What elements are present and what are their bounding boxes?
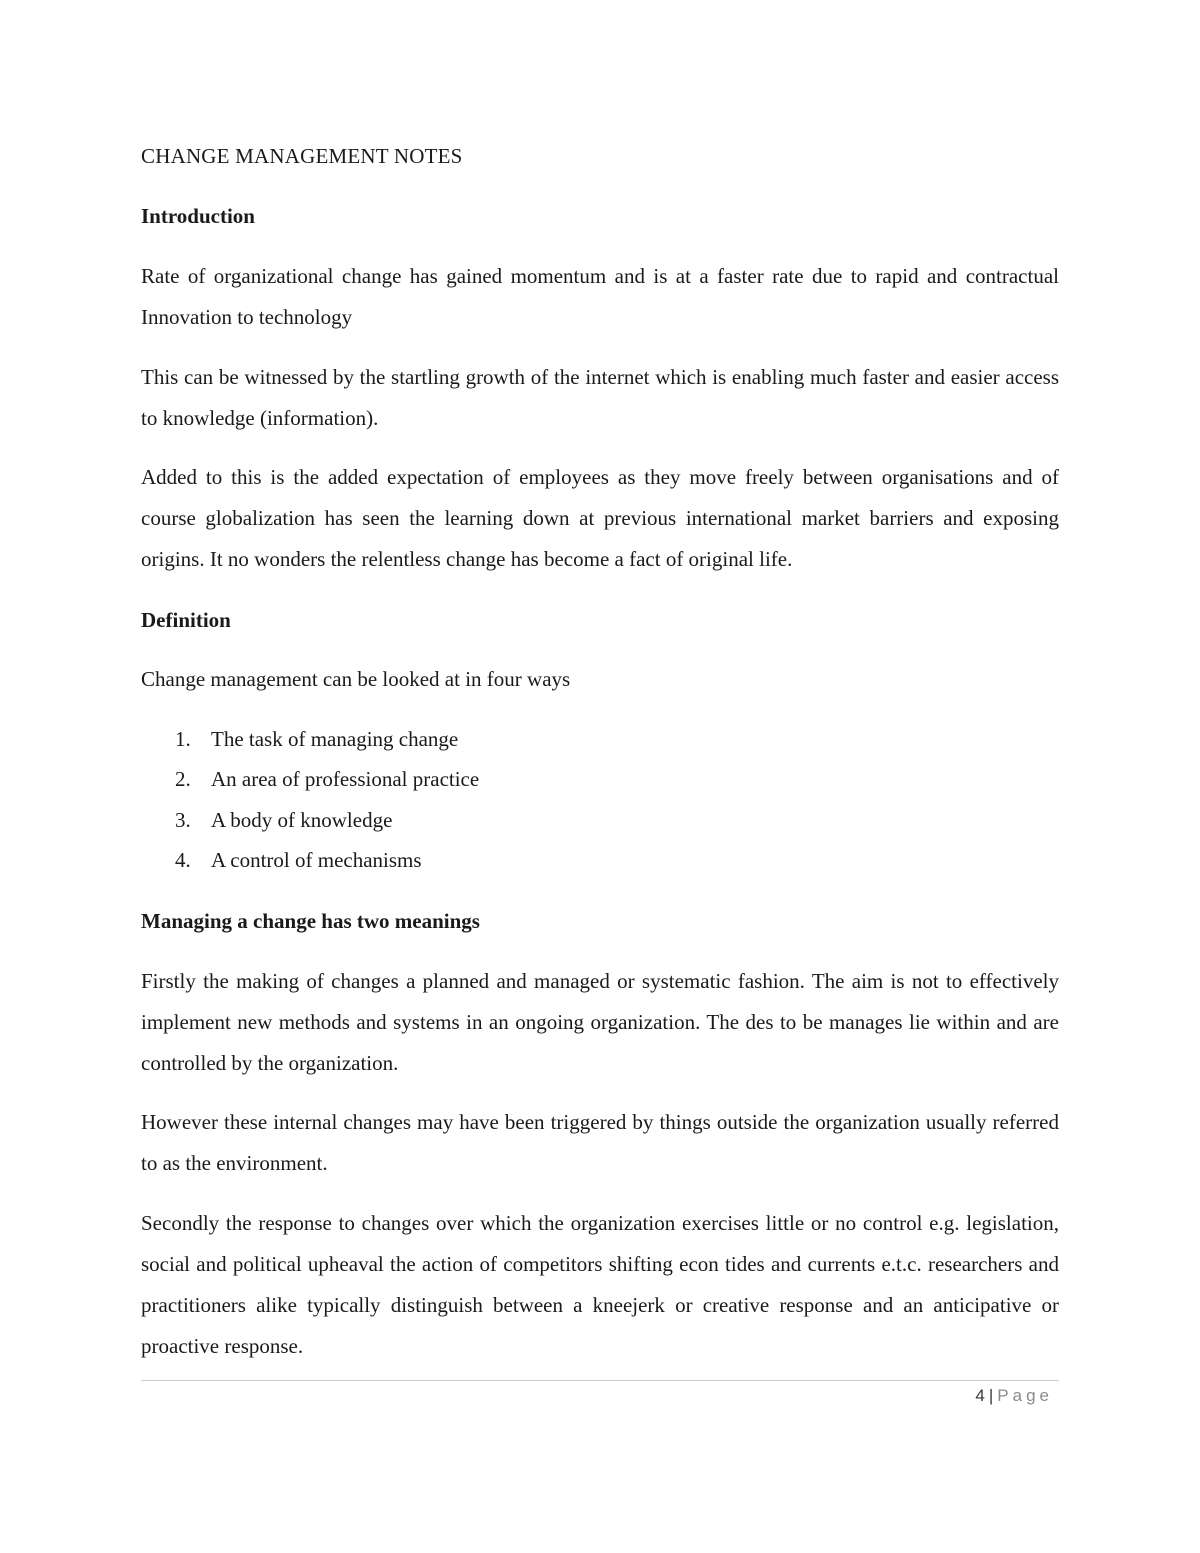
list-item-number: 2. (175, 767, 191, 792)
list-item-text: A body of knowledge (211, 807, 393, 832)
list-item-text: An area of professional practice (211, 767, 480, 792)
document-page (141, 0, 1059, 1553)
meanings-paragraph-2: However these internal changes may have been triggered by things outside the organization usually referred to as the environment. (141, 1110, 1059, 1175)
meanings-heading: Managing a change has two meanings (141, 909, 480, 933)
introduction-paragraph-3: Added to this is the added expectation of employees as they move freely between organisations and of course globalization has seen the learning down at previous international market barriers and exposing origins. It no wonders the relentless change has become a fact of original life. (141, 465, 1059, 571)
definition-lead: Change management can be looked at in four ways (141, 667, 571, 691)
page-number: 4 (975, 1386, 985, 1405)
footer-separator: | (988, 1386, 994, 1405)
footer-divider (141, 1380, 1059, 1381)
introduction-paragraph-1: Rate of organizational change has gained momentum and is at a faster rate due to rapid and contractual Innovation to technology (141, 264, 1059, 329)
list-item-number: 3. (175, 807, 191, 832)
list-item-number: 4. (175, 847, 191, 872)
definition-heading: Definition (141, 608, 231, 632)
meanings-paragraph-3: Secondly the response to changes over which the organization exercises little or no control e.g. legislation, social and political upheaval the action of competitors shifting econ tides and currents e.t.c. researchers and practitioners alike typically distinguish between a kneejerk or creative response and an anticipative or proactive response. (141, 1211, 1059, 1358)
meanings-paragraph-1: Firstly the making of changes a planned and managed or systematic fashion. The aim is not to effectively implement new methods and systems in an ongoing organization. The des to be manages lie within and are controlled by the organization. (141, 969, 1059, 1075)
introduction-paragraph-2: This can be witnessed by the startling growth of the internet which is enabling much faster and easier access to knowledge (information). (141, 365, 1059, 430)
page-footer (975, 1386, 1053, 1406)
list-item-text: A control of mechanisms (211, 847, 422, 872)
page-label: Page (997, 1386, 1053, 1405)
document-title: CHANGE MANAGEMENT NOTES (141, 144, 463, 168)
list-item-number: 1. (175, 727, 191, 751)
introduction-heading: Introduction (141, 204, 255, 228)
list-item-text: The task of managing change (211, 727, 459, 751)
